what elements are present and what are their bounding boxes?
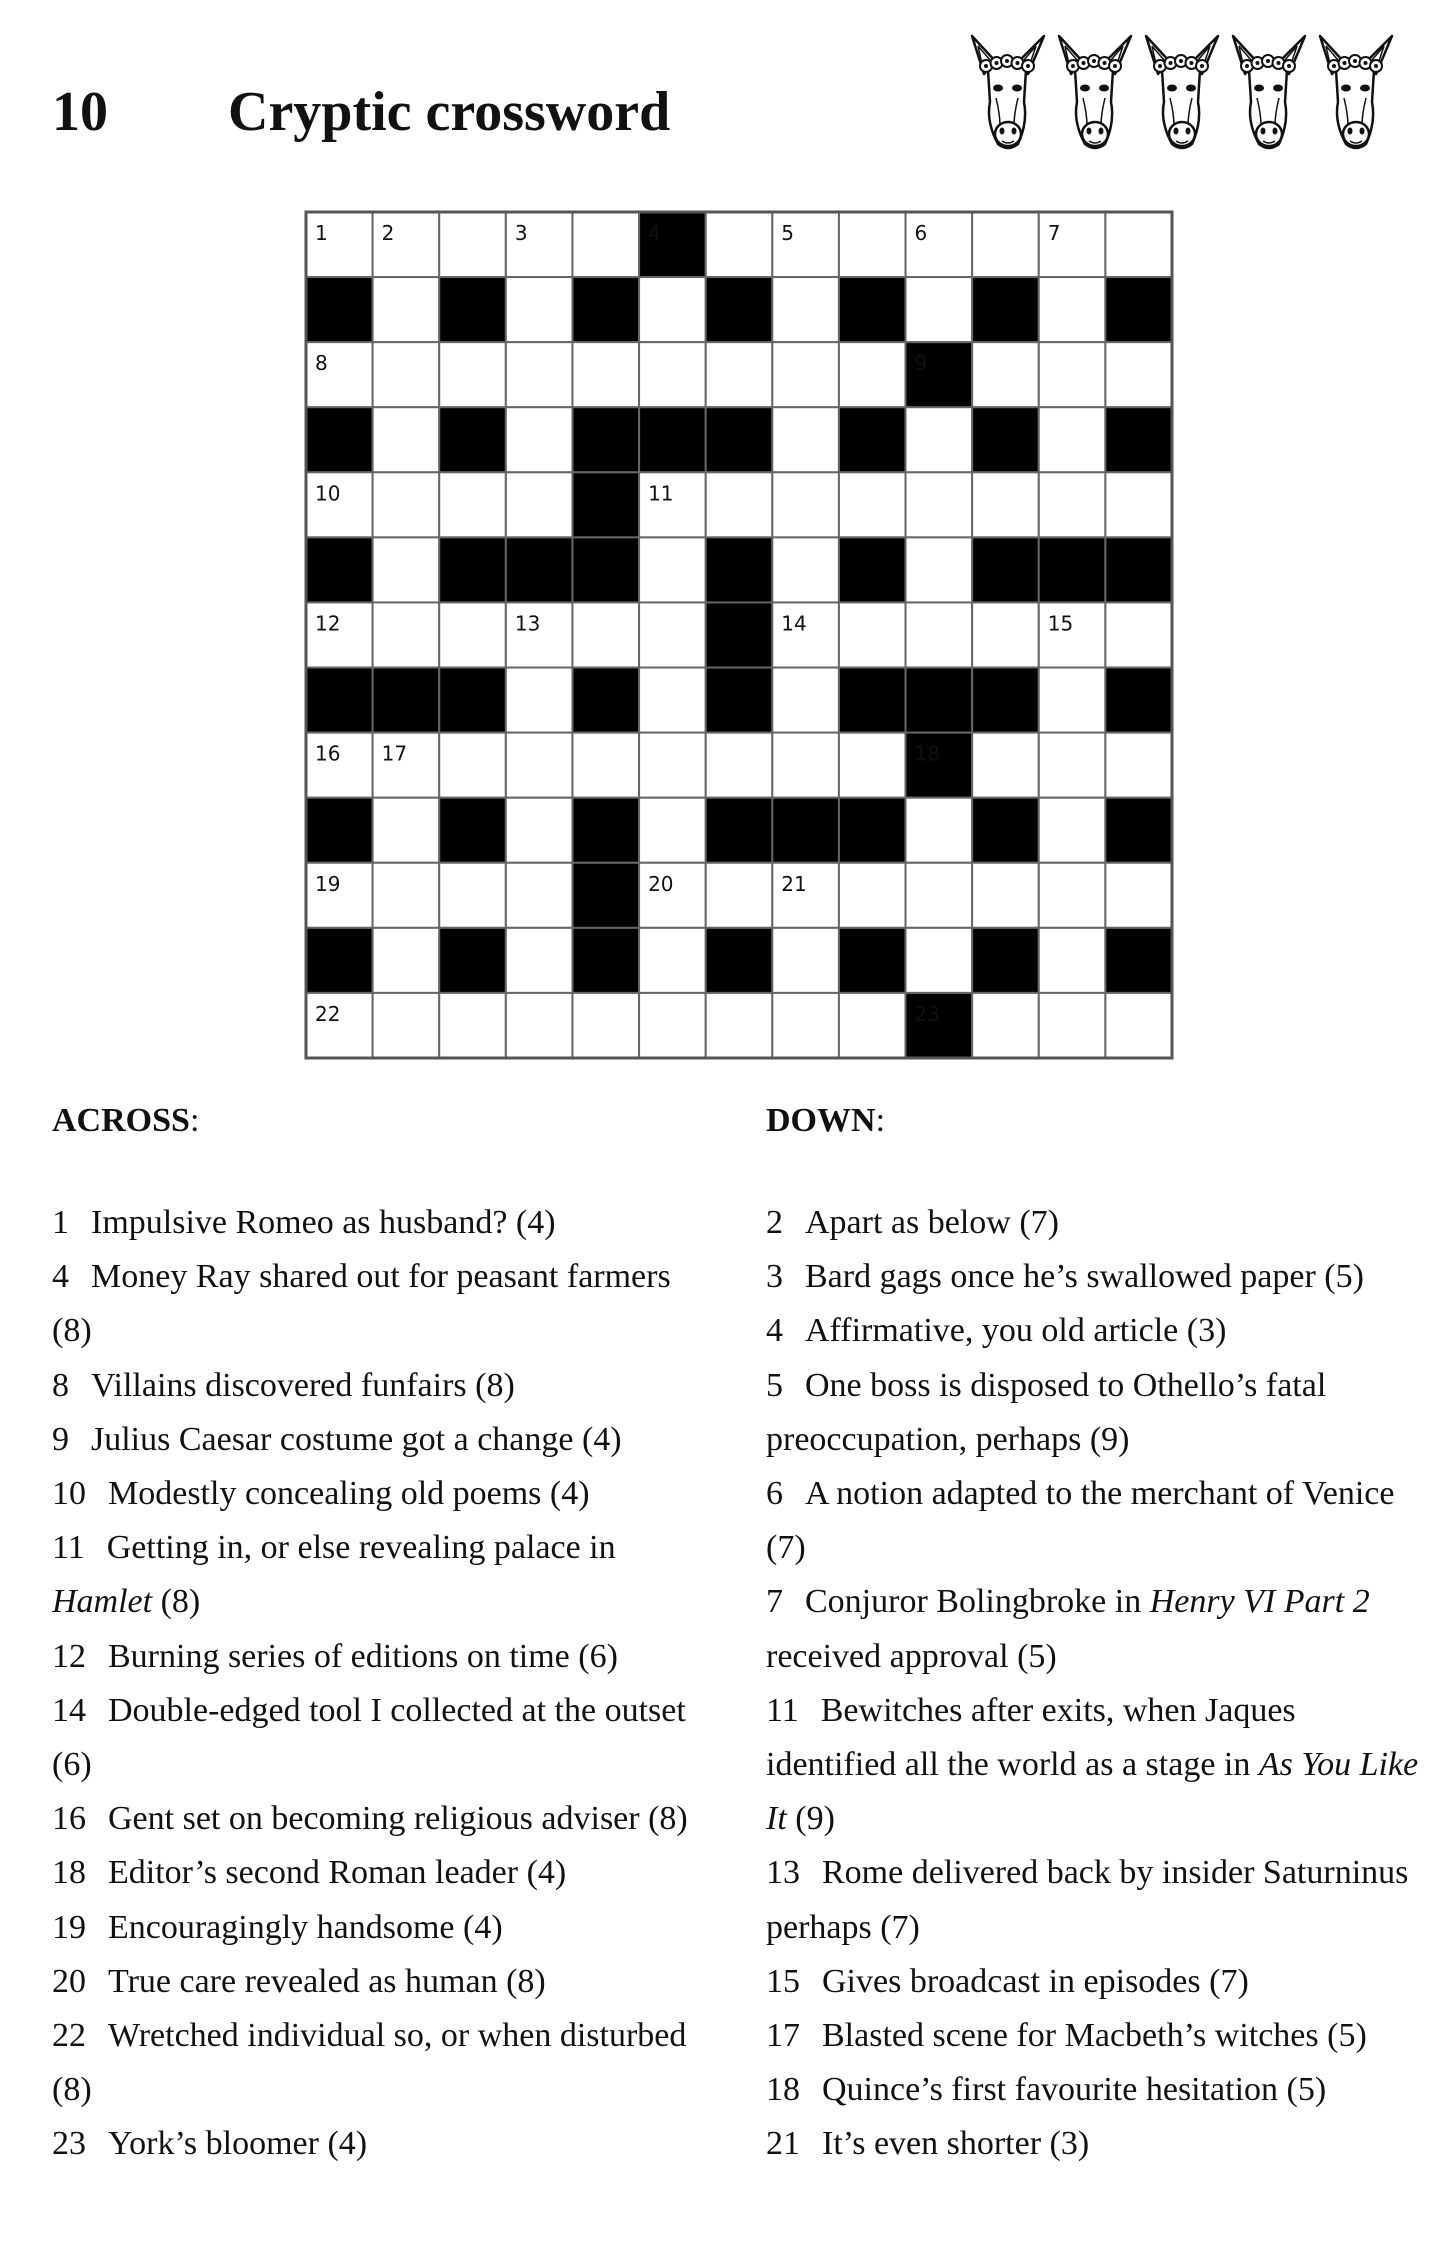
grid-block — [506, 537, 573, 602]
grid-cell[interactable] — [972, 733, 1039, 798]
clue-number: 3 — [766, 1258, 783, 1296]
grid-cell[interactable] — [906, 472, 973, 537]
grid-cell[interactable] — [373, 277, 440, 342]
grid-block — [706, 407, 773, 472]
grid-cell[interactable] — [906, 863, 973, 928]
grid-block — [639, 407, 706, 472]
cell-number: 15 — [1047, 611, 1074, 636]
clue-number: 21 — [766, 2125, 800, 2163]
grid-cell[interactable] — [639, 993, 706, 1058]
clue-text: A notion adapted to the merchant of Venice (7) — [766, 1475, 1395, 1567]
grid-cell[interactable] — [572, 733, 639, 798]
grid-cell[interactable] — [639, 798, 706, 863]
grid-block — [706, 928, 773, 993]
grid-cell[interactable] — [1105, 472, 1172, 537]
grid-block — [439, 537, 506, 602]
cell-number: 22 — [315, 1001, 341, 1026]
across-clue[interactable] — [52, 2009, 712, 2117]
grid-block — [572, 668, 639, 733]
grid-block — [1105, 407, 1172, 472]
grid-block — [439, 277, 506, 342]
cell-number: 8 — [315, 351, 328, 376]
cell-number: 7 — [1047, 221, 1061, 245]
grid-cell[interactable] — [972, 472, 1039, 537]
clue-text: One boss is disposed to Othello’s fatal preoccupation, perhaps (9) — [766, 1366, 1327, 1458]
grid-cell[interactable] — [639, 277, 706, 342]
grid-block — [906, 668, 973, 733]
grid-cell[interactable] — [906, 798, 973, 863]
cell-number: 12 — [315, 611, 341, 636]
clue-number: 18 — [52, 1854, 86, 1892]
grid-block — [572, 472, 639, 537]
cell-number: 9 — [914, 351, 928, 376]
clue-number: 4 — [766, 1312, 783, 1350]
across-clue[interactable] — [52, 1846, 712, 1900]
across-clue[interactable] — [52, 1521, 712, 1629]
grid-block — [1105, 798, 1172, 863]
grid-cell[interactable] — [906, 537, 973, 602]
grid-block — [972, 798, 1039, 863]
clue-number: 8 — [52, 1366, 69, 1404]
cell-number: 1 — [315, 221, 328, 245]
grid-block — [306, 668, 373, 733]
clue-number: 19 — [52, 1908, 86, 1946]
down-clue[interactable] — [766, 1359, 1426, 1467]
clue-text: Burning series of editions on time (6) — [108, 1637, 618, 1675]
cell-number: 17 — [381, 741, 408, 766]
clue-number: 22 — [52, 2017, 86, 2055]
grid-cell[interactable] — [639, 733, 706, 798]
clue-text: Wretched individual so, or when disturbed (8) — [52, 2017, 687, 2109]
grid-cell[interactable] — [972, 993, 1039, 1058]
clue-text: Quince’s first favourite hesitation (5) — [822, 2071, 1327, 2109]
grid-cell[interactable] — [439, 472, 506, 537]
cell-number: 20 — [648, 871, 674, 896]
grid-block — [972, 668, 1039, 733]
donkey-head-icon — [1320, 36, 1392, 148]
grid-block — [572, 407, 639, 472]
grid-cell[interactable] — [1105, 212, 1172, 277]
grid-block — [572, 277, 639, 342]
down-heading — [766, 1102, 885, 1140]
grid-cell[interactable] — [439, 993, 506, 1058]
across-heading-text: ACROSS — [52, 1102, 190, 1139]
clue-number: 12 — [52, 1637, 86, 1675]
grid-block — [839, 407, 906, 472]
clue-number: 10 — [52, 1475, 86, 1513]
across-clue[interactable] — [52, 1250, 712, 1358]
grid-block — [572, 863, 639, 928]
across-heading — [52, 1102, 199, 1140]
clue-text: Getting in, or else revealing palace in — [106, 1529, 616, 1567]
grid-cell[interactable] — [572, 602, 639, 667]
clue-number: 17 — [766, 2017, 800, 2055]
clue-text: Modestly concealing old poems (4) — [108, 1475, 590, 1513]
clue-number: 9 — [52, 1420, 69, 1458]
grid-cell[interactable] — [772, 342, 839, 407]
clue-title-italic: Hamlet — [52, 1583, 153, 1621]
clue-text: Editor’s second Roman leader (4) — [108, 1854, 567, 1892]
grid-cell[interactable] — [772, 472, 839, 537]
grid-cell[interactable] — [906, 602, 973, 667]
down-clue[interactable] — [766, 1250, 1426, 1304]
grid-block — [706, 277, 773, 342]
grid-cell[interactable] — [839, 472, 906, 537]
down-clue[interactable] — [766, 1684, 1426, 1847]
across-heading-colon: : — [189, 1102, 200, 1139]
grid-cell[interactable] — [506, 668, 573, 733]
across-clue[interactable] — [52, 1901, 712, 1955]
clue-text: Gent set on becoming religious adviser (8) — [108, 1800, 688, 1838]
grid-cell[interactable] — [373, 602, 440, 667]
grid-cell[interactable] — [972, 863, 1039, 928]
grid-cell[interactable] — [506, 798, 573, 863]
clue-text: Money Ray shared out for peasant farmers (8) — [52, 1258, 671, 1350]
down-heading-text: DOWN — [766, 1102, 876, 1139]
clue-number: 4 — [52, 1258, 69, 1296]
clue-text: Blasted scene for Macbeth’s witches (5) — [822, 2017, 1367, 2055]
clue-number: 23 — [52, 2125, 86, 2163]
clue-number: 13 — [766, 1854, 800, 1892]
grid-cell[interactable] — [506, 863, 573, 928]
grid-cell[interactable] — [439, 863, 506, 928]
grid-cell[interactable] — [572, 212, 639, 277]
grid-cell[interactable] — [373, 993, 440, 1058]
grid-cell[interactable] — [373, 472, 440, 537]
down-clue[interactable] — [766, 2009, 1426, 2063]
clue-number: 16 — [52, 1800, 86, 1838]
grid-block — [706, 537, 773, 602]
grid-cell[interactable] — [506, 928, 573, 993]
grid-cell[interactable] — [1039, 863, 1106, 928]
across-clue[interactable] — [52, 1196, 712, 1250]
clue-text: Affirmative, you old article (3) — [805, 1312, 1227, 1350]
grid-cell[interactable] — [1039, 798, 1106, 863]
grid-block — [1105, 668, 1172, 733]
clue-number: 7 — [766, 1583, 783, 1621]
donkey-head-icon — [1059, 36, 1131, 148]
grid-block — [572, 928, 639, 993]
down-clue[interactable] — [766, 2063, 1426, 2117]
grid-block — [306, 407, 373, 472]
grid-cell[interactable] — [706, 472, 773, 537]
cell-number: 5 — [781, 221, 795, 245]
grid-block — [706, 602, 773, 667]
grid-cell[interactable] — [906, 407, 973, 472]
clue-number: 1 — [52, 1204, 69, 1241]
grid-cell[interactable] — [839, 212, 906, 277]
grid-cell[interactable] — [639, 602, 706, 667]
donkey-head-icon — [1146, 36, 1218, 148]
grid-cell[interactable] — [439, 212, 506, 277]
cell-number: 10 — [315, 481, 341, 506]
grid-cell[interactable] — [1105, 342, 1172, 407]
grid-cell[interactable] — [639, 668, 706, 733]
cell-number: 14 — [781, 611, 807, 636]
grid-cell[interactable] — [572, 342, 639, 407]
grid-block — [439, 928, 506, 993]
clue-text: received approval (5) — [766, 1637, 1057, 1675]
grid-cell[interactable] — [373, 537, 440, 602]
clue-text: Bard gags once he’s swallowed paper (5) — [805, 1258, 1364, 1296]
grid-cell[interactable] — [772, 537, 839, 602]
clue-text: It’s even shorter (3) — [822, 2125, 1090, 2163]
grid-cell[interactable] — [1105, 733, 1172, 798]
grid-block — [572, 798, 639, 863]
across-clue[interactable] — [52, 1359, 712, 1413]
grid-cell[interactable] — [772, 407, 839, 472]
grid-cell[interactable] — [506, 407, 573, 472]
donkey-head-icon — [972, 36, 1044, 148]
clue-title-italic: Henry VI Part 2 — [1149, 1583, 1370, 1621]
grid-cell[interactable] — [639, 928, 706, 993]
clue-number: 11 — [52, 1529, 85, 1567]
grid-cell[interactable] — [1039, 342, 1106, 407]
grid-block — [839, 668, 906, 733]
grid-cell[interactable] — [373, 798, 440, 863]
grid-cell[interactable] — [772, 928, 839, 993]
clue-text: York’s bloomer (4) — [108, 2125, 368, 2163]
grid-cell[interactable] — [972, 342, 1039, 407]
grid-cell[interactable] — [839, 993, 906, 1058]
grid-cell[interactable] — [1039, 993, 1106, 1058]
grid-cell[interactable] — [1039, 407, 1106, 472]
cell-number: 16 — [315, 741, 341, 766]
grid-block — [706, 668, 773, 733]
cell-number: 11 — [648, 481, 674, 506]
cell-number: 23 — [914, 1001, 940, 1026]
grid-block — [972, 928, 1039, 993]
grid-block — [706, 798, 773, 863]
donkey-head-icon — [1233, 36, 1305, 148]
clue-text: Impulsive Romeo as husband? (4) — [91, 1204, 556, 1241]
clue-number: 2 — [766, 1204, 783, 1241]
clue-number: 6 — [766, 1475, 783, 1513]
grid-block — [839, 277, 906, 342]
puzzle-number: 10 — [52, 81, 108, 143]
grid-cell[interactable] — [772, 277, 839, 342]
page-title: Cryptic crossword — [228, 81, 671, 143]
grid-cell[interactable] — [373, 863, 440, 928]
grid-cell[interactable] — [772, 668, 839, 733]
down-clue[interactable] — [766, 1575, 1426, 1683]
grid-cell[interactable] — [506, 342, 573, 407]
across-clue[interactable] — [52, 1955, 712, 2009]
across-clue[interactable] — [52, 1413, 712, 1467]
grid-cell[interactable] — [1039, 668, 1106, 733]
grid-block — [572, 537, 639, 602]
grid-cell[interactable] — [639, 342, 706, 407]
grid-cell[interactable] — [706, 863, 773, 928]
clue-number: 5 — [766, 1366, 783, 1404]
grid-cell[interactable] — [706, 342, 773, 407]
grid-block — [439, 798, 506, 863]
grid-block — [972, 407, 1039, 472]
grid-cell[interactable] — [572, 993, 639, 1058]
grid-cell[interactable] — [1039, 928, 1106, 993]
across-clue-list — [52, 1196, 712, 2172]
cell-number: 6 — [914, 221, 928, 245]
cell-number: 2 — [381, 221, 395, 245]
clue-text: Double-edged tool I collected at the outset (6) — [52, 1691, 686, 1784]
down-clue[interactable] — [766, 1955, 1426, 2009]
clue-number: 18 — [766, 2071, 800, 2109]
grid-cell[interactable] — [706, 212, 773, 277]
clue-title-italic: As You Like It — [766, 1746, 1419, 1838]
grid-cell[interactable] — [772, 733, 839, 798]
clue-number: 14 — [52, 1691, 86, 1729]
grid-cell[interactable] — [506, 993, 573, 1058]
grid-cell[interactable] — [439, 342, 506, 407]
grid-cell[interactable] — [972, 602, 1039, 667]
across-clue[interactable] — [52, 2117, 712, 2171]
grid-cell[interactable] — [506, 472, 573, 537]
clue-text: Bewitches after exits, when Jaques identified all the world as a stage in — [766, 1691, 1296, 1784]
grid-cell[interactable] — [1105, 863, 1172, 928]
grid-block — [306, 798, 373, 863]
grid-block — [839, 798, 906, 863]
cell-number: 19 — [315, 871, 341, 896]
grid-cell[interactable] — [506, 733, 573, 798]
grid-block — [839, 928, 906, 993]
grid-block — [306, 277, 373, 342]
across-clue[interactable] — [52, 1684, 712, 1792]
grid-cell[interactable] — [906, 277, 973, 342]
grid-cell[interactable] — [639, 537, 706, 602]
down-clue[interactable] — [766, 1467, 1426, 1575]
down-clue[interactable] — [766, 2117, 1426, 2171]
grid-cell[interactable] — [839, 602, 906, 667]
grid-cell[interactable] — [906, 928, 973, 993]
grid-block — [439, 407, 506, 472]
grid-cell[interactable] — [1039, 733, 1106, 798]
clue-text: Conjuror Bolingbroke in — [805, 1583, 1150, 1621]
cell-number: 21 — [781, 871, 807, 896]
cell-number: 4 — [648, 221, 661, 245]
grid-block — [839, 537, 906, 602]
clue-number: 20 — [52, 1962, 86, 2000]
grid-cell[interactable] — [972, 212, 1039, 277]
grid-cell[interactable] — [1105, 993, 1172, 1058]
down-clue[interactable] — [766, 1304, 1426, 1358]
clue-text: Rome delivered back by insider Saturninus perhaps (7) — [766, 1854, 1409, 1946]
grid-cell[interactable] — [373, 407, 440, 472]
grid-block — [1105, 928, 1172, 993]
grid-cell[interactable] — [373, 928, 440, 993]
clue-text: (9) — [786, 1800, 835, 1838]
grid-block — [306, 928, 373, 993]
clue-text: True care revealed as human (8) — [108, 1962, 546, 2000]
clue-text: Apart as below (7) — [805, 1204, 1059, 1241]
cell-number: 3 — [514, 221, 528, 245]
clue-text: Encouragingly handsome (4) — [108, 1908, 503, 1946]
down-clue-list — [766, 1196, 1426, 2172]
clue-number: 11 — [766, 1691, 799, 1729]
grid-block — [972, 277, 1039, 342]
grid-block — [772, 798, 839, 863]
grid-block — [1105, 277, 1172, 342]
down-clue[interactable] — [766, 1846, 1426, 1954]
clue-text: Villains discovered funfairs (8) — [91, 1366, 515, 1404]
across-clue[interactable] — [52, 1630, 712, 1684]
grid-cell[interactable] — [1039, 277, 1106, 342]
grid-cell[interactable] — [439, 733, 506, 798]
grid-block — [373, 668, 440, 733]
clue-text: Julius Caesar costume got a change (4) — [91, 1420, 622, 1458]
grid-cell[interactable] — [706, 733, 773, 798]
grid-cell[interactable] — [439, 602, 506, 667]
grid-cell[interactable] — [373, 342, 440, 407]
clue-text: (8) — [152, 1583, 201, 1621]
grid-block — [306, 537, 373, 602]
grid-cell[interactable] — [839, 863, 906, 928]
grid-cell[interactable] — [839, 342, 906, 407]
clue-number: 15 — [766, 1962, 800, 2000]
crossword-grid[interactable] — [304, 210, 1174, 1060]
grid-cell[interactable] — [506, 277, 573, 342]
grid-cell[interactable] — [706, 993, 773, 1058]
down-clue[interactable] — [766, 1196, 1426, 1250]
cell-number: 18 — [914, 741, 940, 766]
down-heading-colon: : — [875, 1102, 886, 1139]
grid-cell[interactable] — [1039, 472, 1106, 537]
clue-text: Gives broadcast in episodes (7) — [822, 1962, 1249, 2000]
grid-block — [1105, 537, 1172, 602]
cell-number: 13 — [514, 611, 541, 636]
grid-block — [439, 668, 506, 733]
difficulty-rating — [966, 30, 1400, 162]
grid-block — [972, 537, 1039, 602]
across-clue[interactable] — [52, 1467, 712, 1521]
grid-cell[interactable] — [772, 993, 839, 1058]
grid-cell[interactable] — [839, 733, 906, 798]
across-clue[interactable] — [52, 1792, 712, 1846]
grid-cell[interactable] — [1105, 602, 1172, 667]
grid-block — [1039, 537, 1106, 602]
